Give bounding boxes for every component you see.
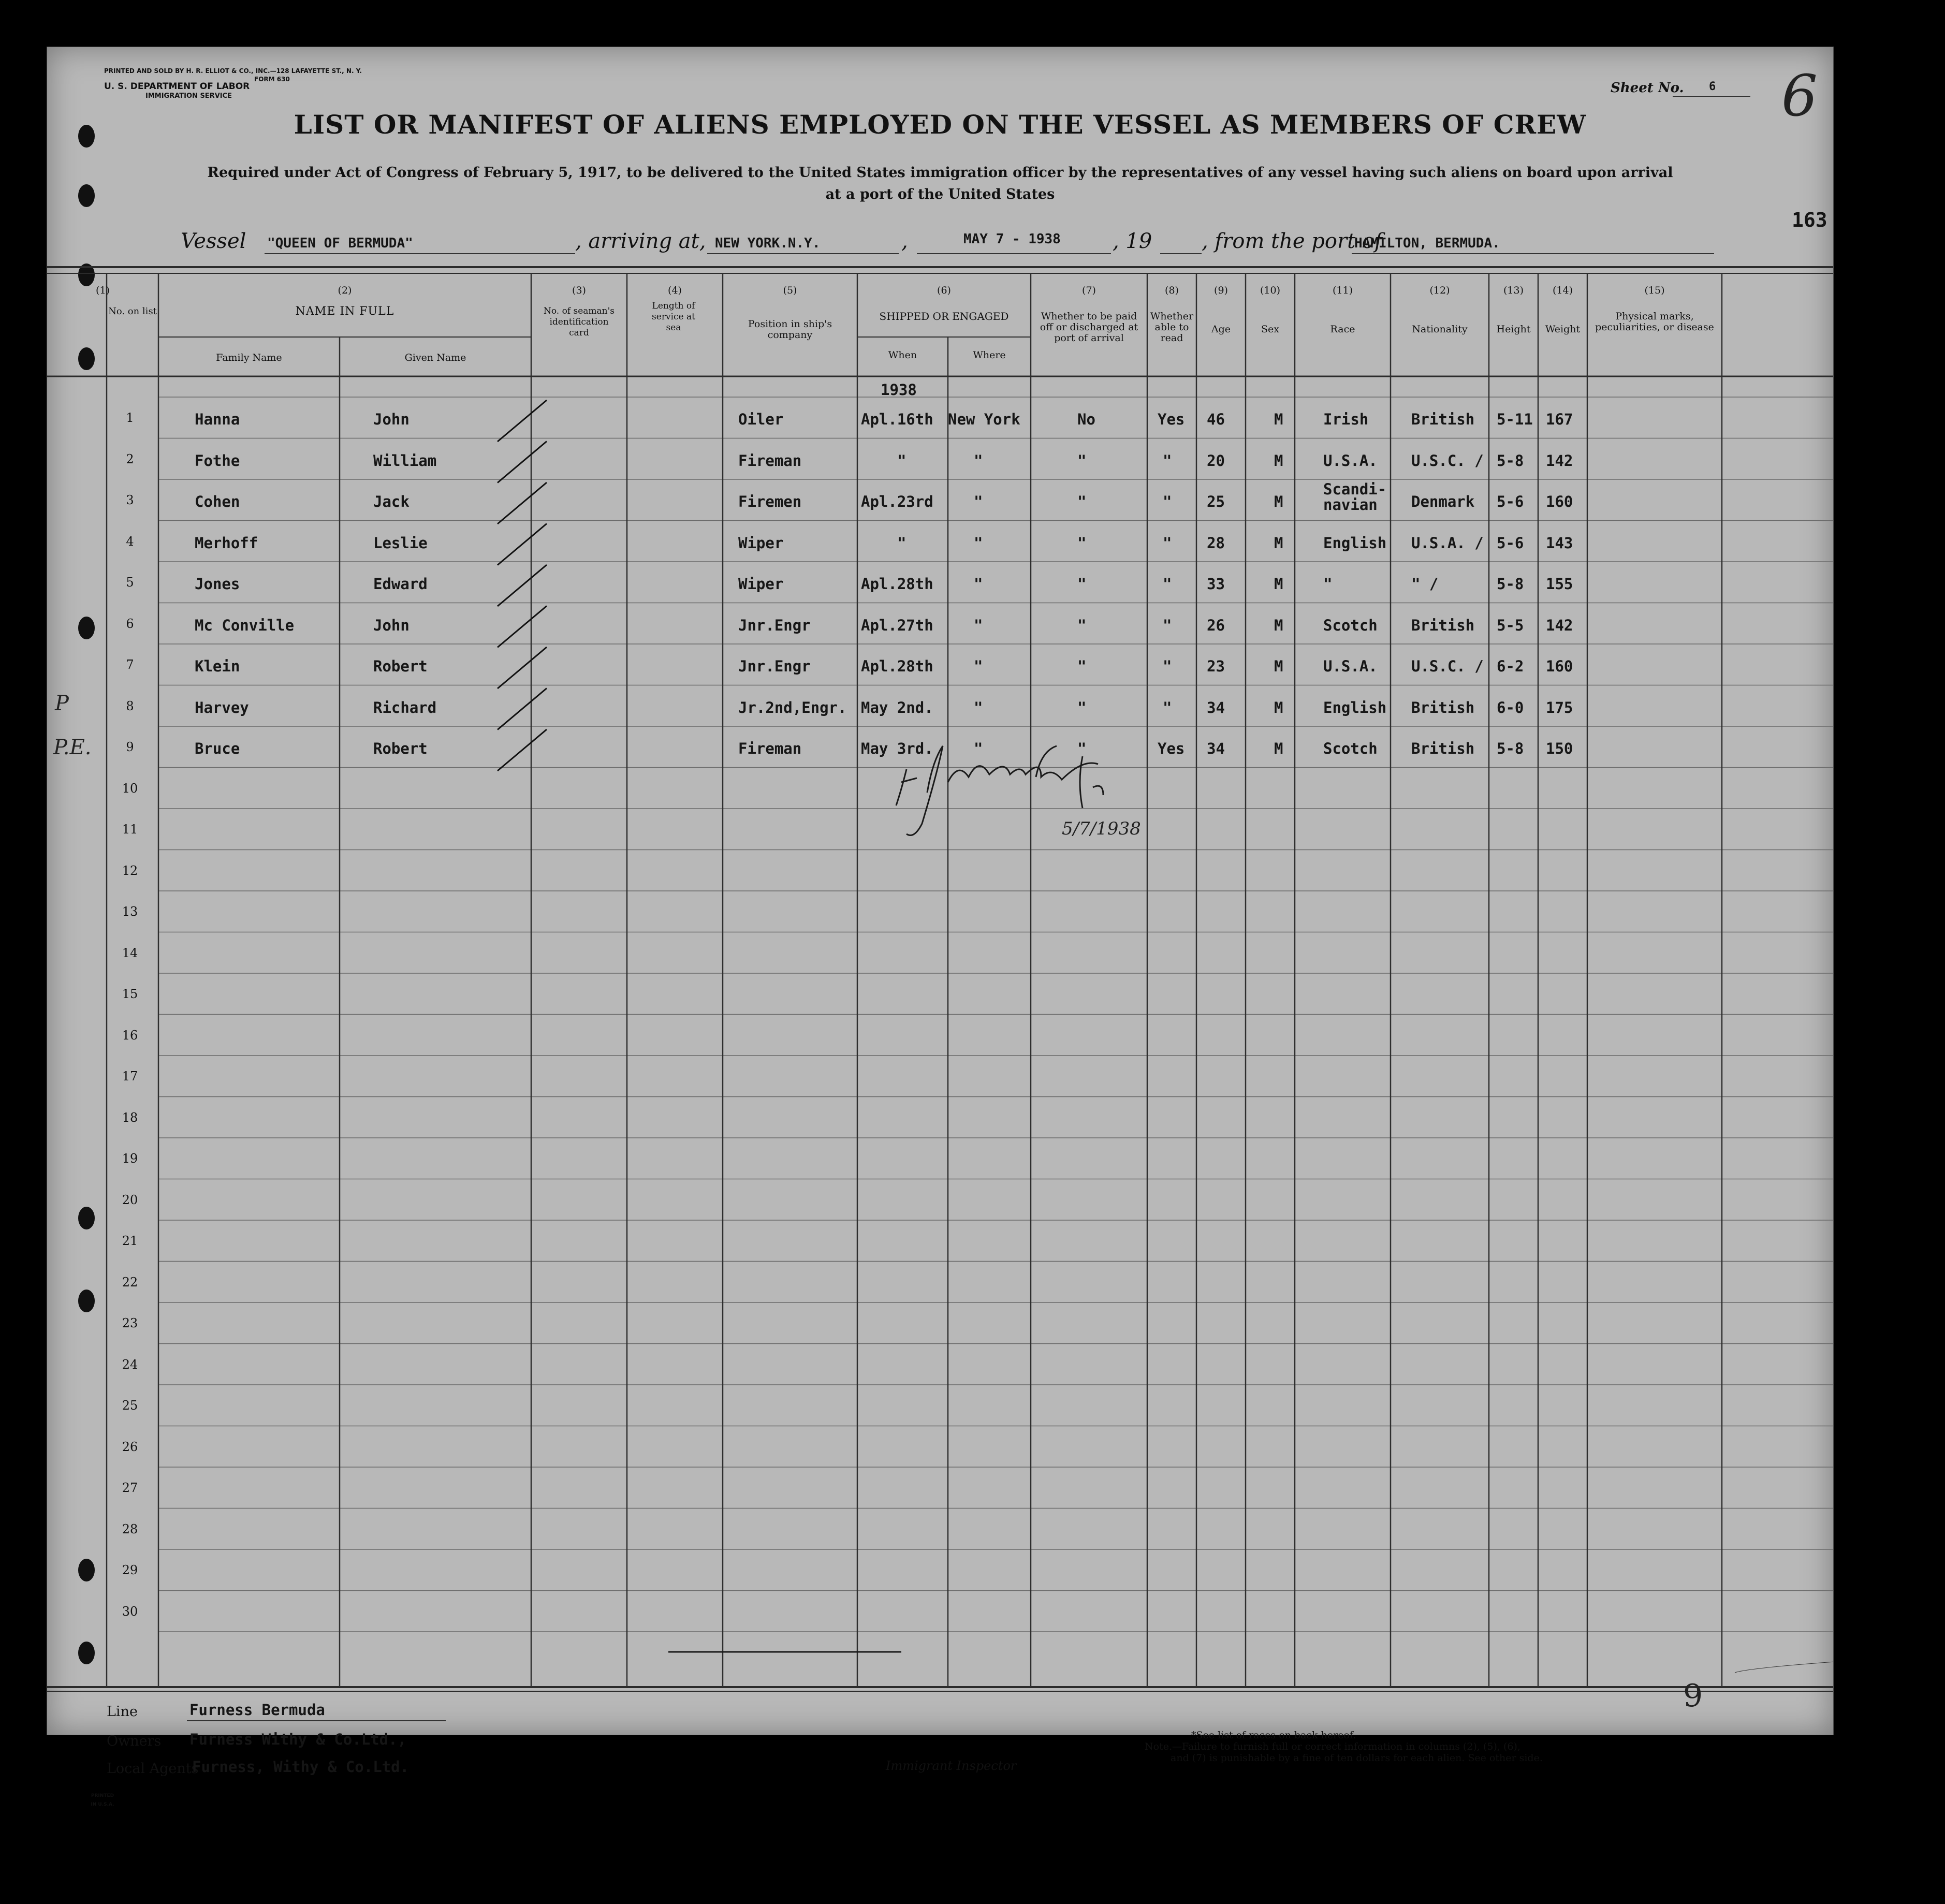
- cell-sex: M: [1274, 451, 1283, 470]
- col2b-heading: Given Name: [404, 352, 466, 363]
- cell-when: Apl.28th: [861, 575, 933, 593]
- col2-number: (2): [338, 285, 352, 296]
- row-number: 9: [126, 740, 134, 754]
- cell-weight: 143: [1546, 534, 1573, 552]
- cell-height: 5-11: [1497, 411, 1533, 428]
- cell-weight: 155: [1546, 575, 1573, 593]
- cell-given: Leslie: [373, 534, 428, 552]
- cell-paid: ": [1077, 657, 1087, 675]
- cell-where: ": [974, 575, 983, 593]
- col6-number: (6): [937, 285, 951, 296]
- cell-where: ": [974, 657, 983, 675]
- col5-heading: Position in ship's company: [748, 318, 832, 341]
- cell-read: ": [1163, 657, 1172, 675]
- cell-position: Jnr.Engr: [738, 657, 811, 675]
- row-number: 6: [126, 616, 134, 631]
- col14-number: (14): [1552, 285, 1573, 296]
- row-number: 27: [122, 1481, 138, 1495]
- col12-heading: Nationality: [1412, 324, 1468, 335]
- row-number: 3: [126, 493, 134, 507]
- row-number: 4: [126, 534, 134, 549]
- cell-nationality: U.S.C. /: [1411, 657, 1484, 675]
- arriving-port: NEW YORK.N.Y.: [715, 236, 821, 251]
- cell-race: U.S.A.: [1323, 657, 1378, 675]
- col6-heading: SHIPPED OR ENGAGED: [879, 310, 1009, 323]
- cell-sex: M: [1274, 575, 1283, 593]
- cell-weight: 150: [1546, 740, 1573, 757]
- cell-height: 5-5: [1497, 616, 1524, 634]
- cell-read: Yes: [1158, 411, 1185, 428]
- arriving-label: , arriving at,: [575, 229, 706, 253]
- row-number: 8: [126, 698, 134, 713]
- agents-value: Furness, Withy & Co.Ltd.: [192, 1758, 410, 1776]
- cell-age: 46: [1207, 411, 1225, 428]
- document-title: LIST OR MANIFEST OF ALIENS EMPLOYED ON THE VESSEL AS MEMBERS OF CREW: [294, 109, 1587, 140]
- row-number: 23: [122, 1316, 138, 1330]
- cell-paid: ": [1077, 616, 1087, 634]
- col9-heading: Age: [1211, 324, 1231, 335]
- penalty-note-1: Note.—Failure to furnish full or correct information in columns (2), (5), (6),: [1145, 1741, 1520, 1752]
- inspector-label: Immigrant Inspector: [886, 1759, 1017, 1773]
- col1-number: (1): [96, 285, 110, 296]
- table-grid: [47, 47, 1833, 1735]
- cell-family: Klein: [195, 657, 240, 675]
- cell-race: U.S.A.: [1323, 451, 1378, 470]
- cell-read: ": [1163, 698, 1172, 716]
- cell-race: Scotch: [1323, 740, 1378, 757]
- tick-mark: [498, 482, 547, 524]
- col6b-heading: Where: [973, 349, 1006, 361]
- line-fill: [187, 1720, 446, 1721]
- cell-given: Robert: [373, 657, 428, 675]
- cell-nationality: British: [1411, 411, 1475, 428]
- cell-given: Edward: [373, 575, 428, 593]
- cell-given: John: [373, 411, 410, 428]
- cell-where: ": [974, 616, 983, 634]
- cell-when: Apl.23rd: [861, 493, 933, 510]
- row-number: 30: [122, 1604, 138, 1619]
- owners-value: Furness Withy & Co.Ltd.,: [189, 1731, 407, 1748]
- cell-position: Jnr.Engr: [738, 616, 811, 634]
- cell-where: ": [974, 451, 983, 470]
- row-number: 21: [122, 1234, 138, 1248]
- row-number: 13: [122, 904, 138, 919]
- cell-height: 5-8: [1497, 740, 1524, 757]
- row-number: 16: [122, 1028, 138, 1043]
- cell-race: Irish: [1323, 411, 1369, 428]
- cell-age: 23: [1207, 657, 1225, 675]
- cell-where: ": [974, 493, 983, 510]
- cell-race: Scandi- navian: [1323, 480, 1387, 514]
- cell-nationality: British: [1411, 698, 1475, 716]
- row-number: 1: [126, 411, 134, 425]
- cell-read: ": [1163, 534, 1172, 552]
- sheet-label: Sheet No.: [1611, 80, 1684, 96]
- col11-number: (11): [1332, 285, 1353, 296]
- col2a-heading: Family Name: [216, 352, 282, 363]
- tick-mark: [498, 689, 547, 730]
- cell-paid: ": [1077, 451, 1087, 470]
- sheet-number-typed: 6: [1709, 80, 1716, 93]
- cell-family: Fothe: [195, 451, 240, 470]
- from-port: HAMILTON, BERMUDA.: [1354, 236, 1500, 251]
- cell-height: 5-8: [1497, 575, 1524, 593]
- cell-paid: ": [1077, 698, 1087, 716]
- cell-height: 6-0: [1497, 698, 1524, 716]
- cell-paid: ": [1077, 740, 1087, 757]
- cell-given: William: [373, 451, 437, 470]
- row-number: 14: [122, 945, 138, 960]
- col3-heading: No. of seaman's identification card: [543, 306, 615, 338]
- cell-nationality: Denmark: [1411, 493, 1475, 510]
- col14-heading: Weight: [1545, 324, 1581, 335]
- cell-age: 25: [1207, 493, 1225, 510]
- cell-family: Hanna: [195, 411, 240, 428]
- cell-paid: ": [1077, 534, 1087, 552]
- races-note: *See list of races on back hereof.: [1191, 1730, 1356, 1741]
- col11-heading: Race: [1330, 324, 1355, 335]
- row-number: 29: [122, 1563, 138, 1577]
- col4-heading: Length of service at sea: [652, 301, 695, 333]
- col7-heading: Whether to be paid off or discharged at port of arrival: [1040, 311, 1138, 344]
- printer-line: PRINTED AND SOLD BY H. R. ELLIOT & CO., INC.—128 LAFAYETTE ST., N. Y.: [104, 67, 362, 75]
- col10-heading: Sex: [1261, 324, 1279, 335]
- cell-position: Wiper: [738, 534, 784, 552]
- service-name: IMMIGRATION SERVICE: [145, 92, 232, 100]
- col10-number: (10): [1260, 285, 1280, 296]
- cell-age: 33: [1207, 575, 1225, 593]
- cell-read: ": [1163, 616, 1172, 634]
- row-number: 26: [122, 1439, 138, 1454]
- cell-sex: M: [1274, 657, 1283, 675]
- arrival-date: MAY 7 - 1938: [963, 231, 1061, 247]
- penalty-note-2: and (7) is punishable by a fine of ten dollars for each alien. See other side.: [1171, 1752, 1543, 1764]
- cell-position: Fireman: [738, 740, 802, 757]
- cell-family: Cohen: [195, 493, 240, 510]
- row-number: 28: [122, 1521, 138, 1536]
- col2-heading: NAME IN FULL: [295, 305, 394, 318]
- cell-read: ": [1163, 575, 1172, 593]
- col4-number: (4): [668, 285, 682, 296]
- year-header: 1938: [881, 381, 917, 399]
- cell-given: Robert: [373, 740, 428, 757]
- cell-when: Apl.27th: [861, 616, 933, 634]
- cell-paid: ": [1077, 493, 1087, 510]
- tick-mark: [498, 647, 547, 689]
- row-number: 20: [122, 1192, 138, 1207]
- tick-mark: [498, 524, 547, 565]
- cell-where: ": [974, 698, 983, 716]
- cell-family: Harvey: [195, 698, 249, 716]
- signature-date: 5/7/1938: [1062, 818, 1141, 839]
- tick-mark: [498, 565, 547, 606]
- cell-height: 5-8: [1497, 451, 1524, 470]
- col3-number: (3): [572, 285, 586, 296]
- owners-label: Owners: [107, 1733, 162, 1749]
- cell-weight: 142: [1546, 616, 1573, 634]
- cell-nationality: British: [1411, 740, 1475, 757]
- cell-age: 26: [1207, 616, 1225, 634]
- sheet-number-handwritten: 6: [1781, 63, 1818, 129]
- cell-race: English: [1323, 698, 1387, 716]
- cell-age: 34: [1207, 698, 1225, 716]
- cell-sex: M: [1274, 616, 1283, 634]
- manifest-sheet: PRINTED AND SOLD BY H. R. ELLIOT & CO., INC.—128 LAFAYETTE ST., N. Y. FORM 630 U. S. DEPARTMENT OF LABOR IMMIGRATION SERVICE Sheet No. 6 6 163 LIST OR MANIFEST OF ALIENS EMPLOYED ON THE VESSEL AS MEMBERS OF CREW Required under Act of Congress of February 5, 1917, to be delivered to the United States immigration officer by the representatives of any vessel having such aliens on board upon arrival at a port of the United States Vessel "QUEEN OF BERMUDA" , arriving at, NEW YORK.N.Y. , MAY 7 - 1938 , 19 , from the port of HAMILTON, BERMUDA. (1) No. on list (2) NAME IN FULL Family Name Given Name (3) No. of seaman's identification card (4) Length of service at sea (5) Position in ship's company (6) SHIPPED OR ENGAGED When Where (7) Whether to be paid off or discharged at port of arrival (8) Whether able to read (9) Age (10) Sex (11) Race (12) Nationality (13) Height (14) Weight (15) Physical marks, peculiarities, or disease 1938 Hanna John Oiler Apl.16th New York No Yes 46 M Irish British 5-11 167 Fothe William Fireman " " " " 20 M U.S.A. U.S.C. / 5-8 142 Cohen Jack Firemen Apl.23rd " " " 25 M Scandi- navian Denmark 5-6 160 Merhoff Leslie Wiper " " " " 28 M English U.S.A. / 5-6 143 Jones Edward Wiper Apl.28th " " " 33 M " " / 5-8 155 Mc Conville John Jnr.Engr Apl.27th " " " 26 M Scotch British 5-5 142 Klein Robert Jnr.Engr Apl.28th " " " 23 M U.S.A. U.S.C. / 6-2 160 Harvey Richard Jr.2nd,Engr. May 2nd. " " " 34 M English British 6-0 175 Bruce Robert Fireman May 3rd. " " Yes 34 M Scotch British 5-8 150 1 2 3 4 5 6 7 8 9 10 11 12 13 14 15 16 17 18 19 20 21 22 23 24 25 26 27 28 29 30 P P.E. 5/7/1938 Line Furness Bermuda Owners Furness Withy & Co.Ltd., Local Agents Furness, Withy & Co.Ltd. Immigrant Inspector *See list of races on back hereof. Note.—Failure to furnish full or correct information in columns (2), (5), (6), and (7) is punishable by a fine of ten dollars for each alien. See other side. 9 PRINTED IN U.S.A.: [47, 47, 1834, 1735]
- cell-sex: M: [1274, 534, 1283, 552]
- year-prefix: , 19: [1113, 229, 1152, 253]
- cell-sex: M: [1274, 698, 1283, 716]
- cell-age: 20: [1207, 451, 1225, 470]
- row-number: 2: [126, 451, 134, 466]
- cell-nationality: U.S.A. /: [1411, 534, 1484, 552]
- cell-read: ": [1163, 451, 1172, 470]
- cell-position: Fireman: [738, 451, 802, 470]
- cell-where: New York: [948, 411, 1020, 428]
- cell-when: Apl.16th: [861, 411, 933, 428]
- tick-mark: [498, 400, 547, 442]
- agents-label: Local Agents: [107, 1761, 199, 1777]
- cell-sex: M: [1274, 411, 1283, 428]
- col5-number: (5): [783, 285, 797, 296]
- row-number: 18: [122, 1110, 138, 1125]
- col8-number: (8): [1165, 285, 1179, 296]
- row-number: 22: [122, 1275, 138, 1290]
- department-name: U. S. DEPARTMENT OF LABOR: [104, 81, 250, 92]
- row-number: 7: [126, 657, 134, 672]
- cell-read: ": [1163, 493, 1172, 510]
- col8-heading: Whether able to read: [1150, 311, 1194, 344]
- cell-race: ": [1323, 575, 1333, 593]
- cell-read: Yes: [1158, 740, 1185, 757]
- page-stamp: 163: [1792, 209, 1827, 231]
- cell-given: Richard: [373, 698, 437, 716]
- cell-where: ": [974, 534, 983, 552]
- cell-weight: 142: [1546, 451, 1573, 470]
- printed-in-usa-mark: PRINTED IN U.S.A.: [91, 1793, 114, 1807]
- col9-number: (9): [1214, 285, 1228, 296]
- cell-given: John: [373, 616, 410, 634]
- col15-number: (15): [1644, 285, 1665, 296]
- col15-heading: Physical marks, peculiarities, or disease: [1595, 311, 1714, 333]
- row-number: 19: [122, 1151, 138, 1166]
- cell-when: Apl.28th: [861, 657, 933, 675]
- cell-when: ": [897, 451, 906, 470]
- col12-number: (12): [1429, 285, 1450, 296]
- col13-number: (13): [1503, 285, 1524, 296]
- cell-height: 5-6: [1497, 534, 1524, 552]
- cell-height: 5-6: [1497, 493, 1524, 510]
- cell-age: 28: [1207, 534, 1225, 552]
- cell-given: Jack: [373, 493, 410, 510]
- row-number: 15: [122, 987, 138, 1001]
- cell-weight: 160: [1546, 493, 1573, 510]
- col7-number: (7): [1082, 285, 1096, 296]
- cell-when: ": [897, 534, 906, 552]
- document-subtitle: Required under Act of Congress of February 5, 1917, to be delivered to the United States immigration officer by the representatives of any vessel having such aliens on board upon arrival at a port of the United States: [207, 165, 1673, 202]
- cell-race: Scotch: [1323, 616, 1378, 634]
- crew-count-handwritten: 9: [1683, 1678, 1703, 1714]
- cell-race: English: [1323, 534, 1387, 552]
- cell-paid: No: [1077, 411, 1095, 428]
- tick-mark: [498, 442, 547, 483]
- row-number: 17: [122, 1069, 138, 1083]
- tick-mark: [498, 729, 547, 771]
- row-number: 11: [122, 822, 138, 837]
- col6a-heading: When: [888, 349, 917, 361]
- col13-heading: Height: [1496, 324, 1531, 335]
- cell-when: May 3rd.: [861, 740, 933, 757]
- line-value: Furness Bermuda: [189, 1701, 325, 1719]
- cell-weight: 167: [1546, 411, 1573, 428]
- cell-age: 34: [1207, 740, 1225, 757]
- cell-sex: M: [1274, 493, 1283, 510]
- vessel-label: Vessel: [181, 229, 246, 253]
- cell-position: Firemen: [738, 493, 802, 510]
- cell-family: Mc Conville: [195, 616, 295, 634]
- line-label: Line: [107, 1704, 138, 1720]
- row-number: 24: [122, 1357, 138, 1372]
- vessel-name: "QUEEN OF BERMUDA": [267, 236, 413, 251]
- cell-when: May 2nd.: [861, 698, 933, 716]
- cell-family: Jones: [195, 575, 240, 593]
- cell-family: Merhoff: [195, 534, 258, 552]
- form-number: FORM 630: [254, 76, 290, 83]
- col1-heading: No. on list: [108, 306, 157, 317]
- margin-mark-row9: P.E.: [53, 736, 92, 759]
- cell-position: Oiler: [738, 411, 784, 428]
- cell-paid: ": [1077, 575, 1087, 593]
- cell-where: ": [974, 740, 983, 757]
- cell-nationality: " /: [1411, 575, 1439, 593]
- row-number: 25: [122, 1398, 138, 1413]
- cell-family: Bruce: [195, 740, 240, 757]
- row-number: 12: [122, 863, 138, 878]
- cell-position: Jr.2nd,Engr.: [738, 698, 847, 716]
- cell-weight: 160: [1546, 657, 1573, 675]
- cell-nationality: U.S.C. /: [1411, 451, 1484, 470]
- row-number: 10: [122, 781, 138, 796]
- cell-nationality: British: [1411, 616, 1475, 634]
- margin-mark-row8: P: [55, 692, 69, 715]
- row-number: 5: [126, 575, 134, 590]
- cell-position: Wiper: [738, 575, 784, 593]
- cell-sex: M: [1274, 740, 1283, 757]
- cell-weight: 175: [1546, 698, 1573, 716]
- tick-mark: [498, 606, 547, 648]
- from-label: , from the port of: [1202, 229, 1382, 253]
- cell-height: 6-2: [1497, 657, 1524, 675]
